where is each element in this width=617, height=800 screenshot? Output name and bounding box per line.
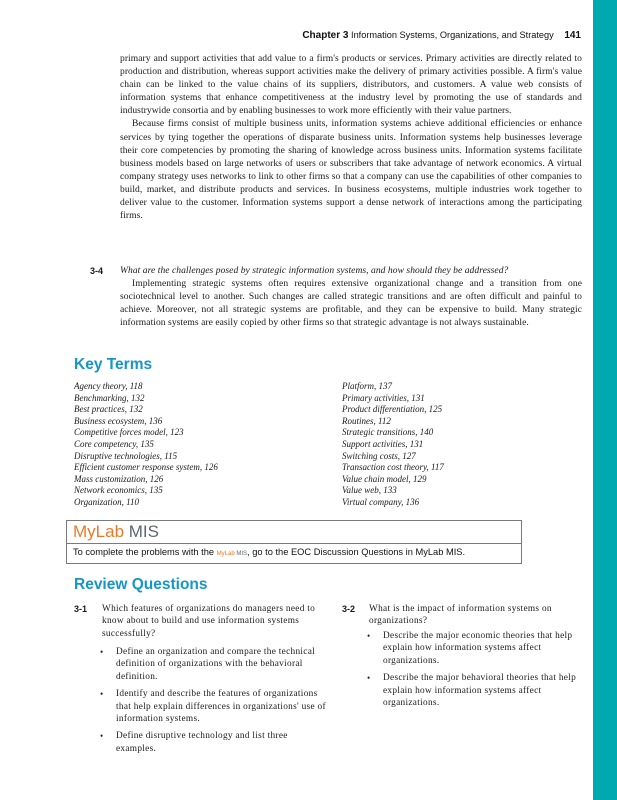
item-number-3-4: 3-4 — [90, 266, 104, 276]
bullet-text: Define disruptive technology and list three examples. — [116, 731, 288, 754]
mylab-text-after: , go to the EOC Discussion Questions in MyLab MIS. — [247, 547, 466, 557]
key-term: Value chain model, 129 — [342, 473, 427, 484]
intro-paragraph-1: primary and support activities that add value to a firm's products or services. Primary activities are directly related to production and distribution, whereas support activities make the delivery of primary activities possible. A firm's value chain can be linked to the value chains of its suppliers, distributors, and customers. A value web consists of information systems that enhance competitiveness at the industry level by promoting the use of standards and industrywide consortia and by enabling businesses to work more efficiently with their value partners. — [120, 53, 582, 117]
key-term: Mass customization, 126 — [74, 473, 164, 484]
bullet-icon: • — [367, 631, 371, 641]
mylab-brand-mis: MIS — [128, 522, 159, 541]
key-term: Value web, 133 — [342, 485, 397, 496]
bullet-item — [98, 688, 326, 725]
bullet-icon: • — [100, 647, 104, 657]
bullet-icon: • — [100, 689, 104, 700]
mylab-inline-brand: MyLab — [216, 551, 235, 557]
key-term: Switching costs, 127 — [342, 450, 416, 461]
mylab-brand: MyLab — [73, 522, 125, 541]
mylab-divider — [67, 543, 521, 544]
key-term: Strategic transitions, 140 — [342, 427, 434, 438]
review-questions-heading: Review Questions — [74, 576, 208, 593]
key-term: Business ecosystem, 136 — [74, 415, 163, 426]
running-header — [302, 30, 581, 41]
key-terms-left-column — [74, 381, 218, 509]
key-term: Platform, 137 — [342, 381, 393, 391]
key-term: Disruptive technologies, 115 — [74, 450, 178, 461]
item-3-4-question: What are the challenges posed by strategic information systems, and how should they be addressed? — [120, 265, 509, 276]
question-number-3-1: 3-1 — [74, 604, 88, 614]
key-term: Routines, 112 — [342, 415, 391, 426]
bullet-item — [365, 630, 583, 667]
question-number-3-2: 3-2 — [342, 604, 356, 614]
chapter-title: Information Systems, Organizations, and Strategy — [351, 30, 554, 40]
question-3-1-bullets — [98, 646, 326, 760]
page-edge-tab — [593, 0, 617, 800]
key-term: Agency theory, 118 — [74, 381, 143, 391]
question-3-2-text: What is the impact of information systems on organizations? — [369, 604, 552, 627]
key-term: Efficient customer response system, 126 — [74, 462, 218, 473]
mylab-inline-logo[interactable] — [217, 551, 247, 557]
bullet-icon: • — [367, 673, 371, 684]
item-3-4-block — [120, 264, 582, 329]
bullet-icon: • — [100, 731, 104, 742]
key-term: Virtual company, 136 — [342, 496, 420, 507]
key-term: Best practices, 132 — [74, 404, 143, 415]
intro-paragraph-2: Because firms consist of multiple business units, information systems achieve additional efficiencies or enhance services by tying together the operations of disparate business units. Information systems help businesses leverage their core competencies by promoting the sharing of knowledge across business units. Information systems facilitate business models based on large networks of users or subscribers that take advantage of network economics. A virtual company strategy uses networks to link to other firms so that a company can use the capabilities of other companies to build, market, and distribute products and services. In business ecosystems, multiple industries work together to deliver value to the customer. Information systems support a dense network of interactions among the participating firms. — [120, 118, 582, 222]
bullet-text: Define an organization and compare the technical definition of organizations with the behavioral definition. — [116, 647, 316, 682]
key-terms-heading: Key Terms — [74, 356, 153, 373]
mylab-logo — [73, 522, 159, 542]
key-term: Primary activities, 131 — [342, 392, 425, 403]
bullet-item — [98, 730, 326, 755]
bullet-text: Identify and describe the features of organizations that help explain differences in organizations' use of information systems. — [116, 689, 326, 725]
key-term: Support activities, 131 — [342, 438, 424, 449]
key-terms-right-column — [342, 381, 444, 509]
mylab-inline-mis: MIS — [236, 551, 248, 557]
page-number: 141 — [564, 30, 581, 41]
bullet-item — [365, 672, 583, 709]
mylab-callout — [66, 520, 522, 564]
mylab-instructions — [73, 547, 465, 557]
key-term: Product differentiation, 125 — [342, 404, 443, 415]
item-3-4-answer: Implementing strategic systems often requires extensive organizational change and a transition from one sociotechnical level to another. Such changes are called strategic transitions and are often difficult and painful to achieve. Moreover, not all strategic systems are profitable, and they can be expensive to build. Many strategic information systems are easily copied by other firms so that strategic advantage is not always sustainable. — [120, 278, 582, 329]
question-3-1-text: Which features of organizations do managers need to know about to build and use information systems successfully? — [102, 604, 316, 639]
key-term: Core competency, 135 — [74, 438, 154, 449]
key-term: Transaction cost theory, 117 — [342, 462, 444, 473]
bullet-text: Describe the major behavioral theories that help explain how information systems affect organizations. — [383, 673, 577, 709]
key-term: Competitive forces model, 123 — [74, 427, 184, 438]
key-term: Organization, 110 — [74, 496, 140, 507]
question-3-2-bullets — [365, 630, 583, 714]
bullet-item — [98, 646, 326, 683]
mylab-text-before: To complete the problems with the — [73, 547, 217, 557]
intro-text — [120, 52, 582, 222]
bullet-text: Describe the major economic theories that help explain how information systems affect organizations. — [383, 631, 573, 666]
key-term: Network economics, 135 — [74, 485, 163, 496]
key-term: Benchmarking, 132 — [74, 392, 145, 403]
chapter-label: Chapter 3 — [302, 30, 349, 41]
